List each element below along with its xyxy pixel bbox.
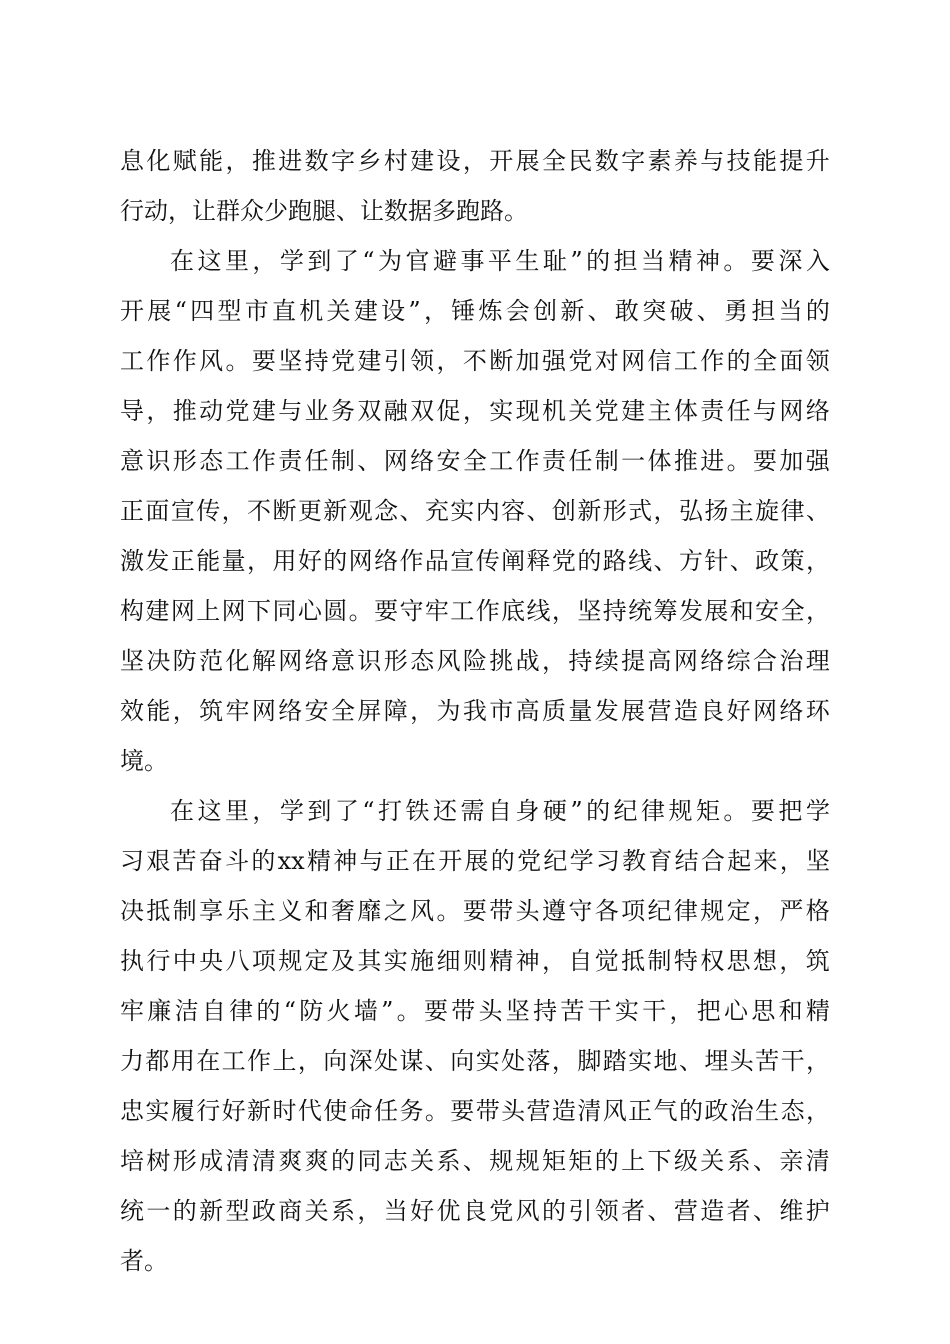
paragraph xyxy=(120,786,830,1286)
text-line: 效 能 ， 筑 牢 网 络 安 全 屏 障 ， 为 我 市 高 质 量 发 展 营 造 良 好 网 络 环 xyxy=(120,697,830,725)
text-line: 统 一 的 新 型 政 商 关 系 ， 当 好 优 良 党 风 的 引 领 者 、 营 造 者 、 维 护 xyxy=(120,1197,830,1225)
paragraph xyxy=(120,236,830,786)
text-line: 意 识 形 态 工 作 责 任 制 、 网 络 安 全 工 作 责 任 制 一 体 推 进 。 要 加 强 xyxy=(120,447,830,475)
text-line: 坚 决 防 范 化 解 网 络 意 识 形 态 风 险 挑 战 ， 持 续 提 高 网 络 综 合 治 理 xyxy=(120,647,830,675)
text-line: 执 行 中 央 八 项 规 定 及 其 实 施 细 则 精 神 ， 自 觉 抵 制 特 权 思 想 ， 筑 xyxy=(120,947,830,975)
text-line: 工 作 作 风 。 要 坚 持 党 建 引 领 ， 不 断 加 强 党 对 网 信 工 作 的 全 面 领 xyxy=(120,347,830,375)
text-line: 行动，让群众少跑腿、让数据多跑路。 xyxy=(120,197,528,225)
text-line: 决 抵 制 享 乐 主 义 和 奢 靡 之 风 。 要 带 头 遵 守 各 项 纪 律 规 定 ， 严 格 xyxy=(120,897,830,925)
text-line: 在 这 里 ， 学 到 了 “ 为 官 避 事 平 生 耻 ” 的 担 当 精 神 。 要 深 入 xyxy=(170,247,830,275)
text-line: 正 面 宣 传 ， 不 断 更 新 观 念 、 充 实 内 容 、 创 新 形 式 ， 弘 扬 主 旋 律 、 xyxy=(120,497,830,525)
text-line: 习 艰 苦 奋 斗 的 xx 精 神 与 正 在 开 展 的 党 纪 学 习 教 育 结 合 起 来 ， 坚 xyxy=(120,847,830,875)
text-line: 开 展 “ 四 型 市 直 机 关 建 设 ” ， 锤 炼 会 创 新 、 敢 突 破 、 勇 担 当 的 xyxy=(120,297,830,325)
text-line: 忠 实 履 行 好 新 时 代 使 命 任 务 。 要 带 头 营 造 清 风 正 气 的 政 治 生 态 ， xyxy=(120,1097,830,1125)
text-line: 力 都 用 在 工 作 上 ， 向 深 处 谋 、 向 实 处 落 ， 脚 踏 实 地 、 埋 头 苦 干 ， xyxy=(120,1047,830,1075)
paragraph xyxy=(120,136,830,236)
text-line: 构 建 网 上 网 下 同 心 圆 。 要 守 牢 工 作 底 线 ， 坚 持 统 筹 发 展 和 安 全 ， xyxy=(120,597,830,625)
text-line: 者。 xyxy=(120,1247,168,1275)
text-line: 导 ， 推 动 党 建 与 业 务 双 融 双 促 ， 实 现 机 关 党 建 主 体 责 任 与 网 络 xyxy=(120,397,830,425)
text-line: 在 这 里 ， 学 到 了 “ 打 铁 还 需 自 身 硬 ” 的 纪 律 规 矩 。 要 把 学 xyxy=(170,797,830,825)
text-line: 境。 xyxy=(120,747,168,775)
text-line: 激 发 正 能 量 ， 用 好 的 网 络 作 品 宣 传 阐 释 党 的 路 线 、 方 针 、 政 策 ， xyxy=(120,547,830,575)
text-line: 培 树 形 成 清 清 爽 爽 的 同 志 关 系 、 规 规 矩 矩 的 上 下 级 关 系 、 亲 清 xyxy=(120,1147,830,1175)
text-line: 息 化 赋 能 ， 推 进 数 字 乡 村 建 设 ， 开 展 全 民 数 字 素 养 与 技 能 提 升 xyxy=(120,147,830,175)
body-text xyxy=(120,136,830,1286)
text-line: 牢 廉 洁 自 律 的 “ 防 火 墙 ” 。 要 带 头 坚 持 苦 干 实 干 ， 把 心 思 和 精 xyxy=(120,997,830,1025)
